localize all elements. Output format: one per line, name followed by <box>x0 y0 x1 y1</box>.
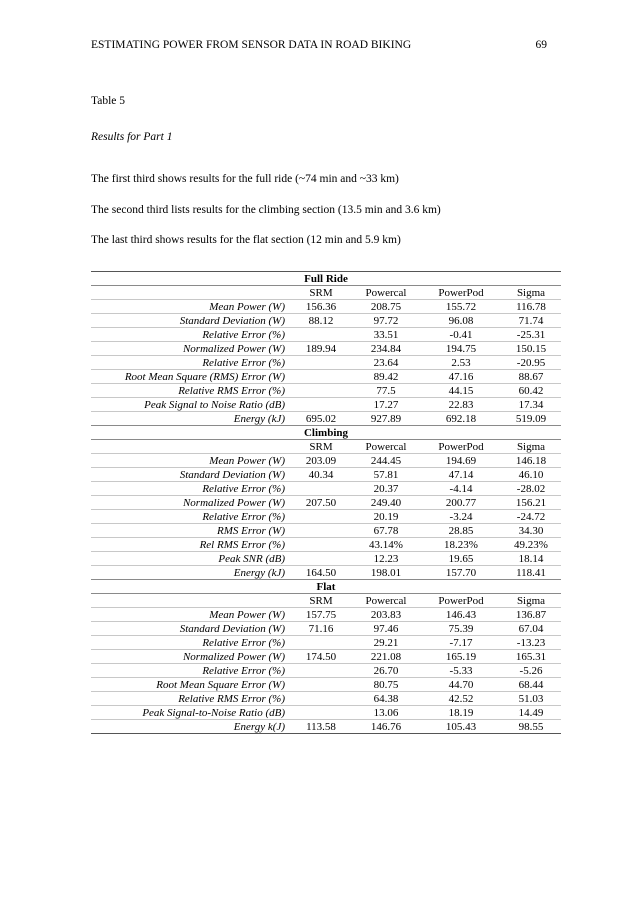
table-row <box>91 636 561 650</box>
table-cell: 244.45 <box>351 454 421 468</box>
header-spacer <box>91 286 291 300</box>
table-cell: 44.70 <box>421 678 501 692</box>
column-header-row <box>91 286 561 300</box>
table-cell: 146.76 <box>351 720 421 734</box>
table-cell: -28.02 <box>501 482 561 496</box>
table-row <box>91 664 561 678</box>
table-cell: 519.09 <box>501 412 561 426</box>
table-cell: 89.42 <box>351 370 421 384</box>
table-cell: 164.50 <box>291 566 351 580</box>
table-row <box>91 454 561 468</box>
table-cell: 96.08 <box>421 314 501 328</box>
table-cell: 97.46 <box>351 622 421 636</box>
metric-label: Mean Power (W) <box>91 608 291 622</box>
table-row <box>91 510 561 524</box>
table-cell <box>291 510 351 524</box>
table-cell <box>291 482 351 496</box>
metric-label: Mean Power (W) <box>91 300 291 314</box>
table-cell: 203.09 <box>291 454 351 468</box>
table-cell: 71.16 <box>291 622 351 636</box>
table-row <box>91 650 561 664</box>
table-cell: -0.41 <box>421 328 501 342</box>
column-header: Powercal <box>351 594 421 608</box>
table-cell: 57.81 <box>351 468 421 482</box>
metric-label: Relative Error (%) <box>91 482 291 496</box>
table-cell: 43.14% <box>351 538 421 552</box>
column-header: SRM <box>291 594 351 608</box>
table-cell: 88.67 <box>501 370 561 384</box>
table-cell: 67.04 <box>501 622 561 636</box>
table-cell: 18.19 <box>421 706 501 720</box>
section-title: Flat <box>91 580 561 594</box>
table-row <box>91 398 561 412</box>
table-cell: -25.31 <box>501 328 561 342</box>
table-row <box>91 468 561 482</box>
metric-label: Relative RMS Error (%) <box>91 692 291 706</box>
table-cell: 234.84 <box>351 342 421 356</box>
results-table <box>91 271 561 734</box>
section-title: Full Ride <box>91 272 561 286</box>
metric-label: Energy k(J) <box>91 720 291 734</box>
table-cell: 71.74 <box>501 314 561 328</box>
table-row <box>91 482 561 496</box>
table-cell: 2.53 <box>421 356 501 370</box>
running-head-title: ESTIMATING POWER FROM SENSOR DATA IN ROAD BIKING <box>91 39 412 51</box>
metric-label: Relative Error (%) <box>91 664 291 678</box>
table-cell: 29.21 <box>351 636 421 650</box>
table-cell: 695.02 <box>291 412 351 426</box>
column-header: Powercal <box>351 440 421 454</box>
metric-label: Peak SNR (dB) <box>91 552 291 566</box>
section-title: Climbing <box>91 426 561 440</box>
table-cell: 156.36 <box>291 300 351 314</box>
table-cell <box>291 636 351 650</box>
metric-label: Energy (kJ) <box>91 566 291 580</box>
section-title-row <box>91 580 561 594</box>
table-row <box>91 328 561 342</box>
table-cell: 33.51 <box>351 328 421 342</box>
table-cell: 64.38 <box>351 692 421 706</box>
table-cell <box>291 552 351 566</box>
table-cell: 28.85 <box>421 524 501 538</box>
table-cell: 40.34 <box>291 468 351 482</box>
table-label: Table 5 <box>91 95 126 107</box>
column-header: Sigma <box>501 286 561 300</box>
table-cell: 207.50 <box>291 496 351 510</box>
table-cell: 23.64 <box>351 356 421 370</box>
table-cell: 18.23% <box>421 538 501 552</box>
table-cell: 136.87 <box>501 608 561 622</box>
running-head <box>91 39 547 51</box>
table-cell <box>291 678 351 692</box>
table-cell: 194.75 <box>421 342 501 356</box>
table-cell: 98.55 <box>501 720 561 734</box>
table-cell: 22.83 <box>421 398 501 412</box>
table-row <box>91 552 561 566</box>
table-cell: 200.77 <box>421 496 501 510</box>
table-row <box>91 706 561 720</box>
table-cell: 150.15 <box>501 342 561 356</box>
table-cell: 692.18 <box>421 412 501 426</box>
table-cell: 12.23 <box>351 552 421 566</box>
column-header: Powercal <box>351 286 421 300</box>
table-row <box>91 300 561 314</box>
column-header-row <box>91 440 561 454</box>
metric-label: Normalized Power (W) <box>91 342 291 356</box>
metric-label: Rel RMS Error (%) <box>91 538 291 552</box>
column-header: Sigma <box>501 594 561 608</box>
table-cell: 68.44 <box>501 678 561 692</box>
table-cell: 14.49 <box>501 706 561 720</box>
table-cell: -3.24 <box>421 510 501 524</box>
table-cell <box>291 692 351 706</box>
table-cell: 146.43 <box>421 608 501 622</box>
table-cell: 189.94 <box>291 342 351 356</box>
table-cell: 60.42 <box>501 384 561 398</box>
table-row <box>91 538 561 552</box>
table-row <box>91 622 561 636</box>
table-caption: Results for Part 1 <box>91 131 173 143</box>
table-cell: 221.08 <box>351 650 421 664</box>
table-cell <box>291 328 351 342</box>
column-header: PowerPod <box>421 440 501 454</box>
table-cell: 156.21 <box>501 496 561 510</box>
table-cell <box>291 538 351 552</box>
metric-label: Standard Deviation (W) <box>91 622 291 636</box>
table-cell: 17.27 <box>351 398 421 412</box>
table-cell: 165.31 <box>501 650 561 664</box>
table-cell: 51.03 <box>501 692 561 706</box>
table-cell: 157.70 <box>421 566 501 580</box>
table-cell: 116.78 <box>501 300 561 314</box>
table-cell: -4.14 <box>421 482 501 496</box>
table-cell: 198.01 <box>351 566 421 580</box>
metric-label: Peak Signal to Noise Ratio (dB) <box>91 398 291 412</box>
metric-label: Peak Signal-to-Noise Ratio (dB) <box>91 706 291 720</box>
table-cell: -13.23 <box>501 636 561 650</box>
table-row <box>91 384 561 398</box>
table-cell <box>291 706 351 720</box>
table-row <box>91 608 561 622</box>
metric-label: Normalized Power (W) <box>91 650 291 664</box>
table-cell: 26.70 <box>351 664 421 678</box>
table-cell: 113.58 <box>291 720 351 734</box>
table-cell: 13.06 <box>351 706 421 720</box>
section-title-row <box>91 272 561 286</box>
table-cell: 97.72 <box>351 314 421 328</box>
metric-label: Relative Error (%) <box>91 328 291 342</box>
metric-label: Relative RMS Error (%) <box>91 384 291 398</box>
column-header: Sigma <box>501 440 561 454</box>
column-header: SRM <box>291 440 351 454</box>
header-spacer <box>91 440 291 454</box>
column-header: SRM <box>291 286 351 300</box>
table-cell: -20.95 <box>501 356 561 370</box>
metric-label: Relative Error (%) <box>91 636 291 650</box>
table-cell: 203.83 <box>351 608 421 622</box>
metric-label: Root Mean Square Error (W) <box>91 678 291 692</box>
table-cell: 80.75 <box>351 678 421 692</box>
table-cell <box>291 664 351 678</box>
metric-label: Relative Error (%) <box>91 356 291 370</box>
table-cell: 208.75 <box>351 300 421 314</box>
table-cell: 249.40 <box>351 496 421 510</box>
table-row <box>91 692 561 706</box>
table-cell: 155.72 <box>421 300 501 314</box>
table-row <box>91 314 561 328</box>
table-cell: 146.18 <box>501 454 561 468</box>
metric-label: Standard Deviation (W) <box>91 314 291 328</box>
column-header-row <box>91 594 561 608</box>
table-cell: 49.23% <box>501 538 561 552</box>
table-cell <box>291 356 351 370</box>
table-cell: 47.16 <box>421 370 501 384</box>
table-cell <box>291 370 351 384</box>
table-cell: 46.10 <box>501 468 561 482</box>
page-number: 69 <box>535 39 547 51</box>
table-cell: 174.50 <box>291 650 351 664</box>
table-cell <box>291 398 351 412</box>
metric-label: Root Mean Square (RMS) Error (W) <box>91 370 291 384</box>
table-row <box>91 720 561 734</box>
table-cell: 20.19 <box>351 510 421 524</box>
metric-label: Relative Error (%) <box>91 510 291 524</box>
metric-label: Standard Deviation (W) <box>91 468 291 482</box>
table-cell: 157.75 <box>291 608 351 622</box>
section-title-row <box>91 426 561 440</box>
table-cell: 165.19 <box>421 650 501 664</box>
table-cell: 88.12 <box>291 314 351 328</box>
table-cell: 927.89 <box>351 412 421 426</box>
table-cell: -24.72 <box>501 510 561 524</box>
table-cell: 20.37 <box>351 482 421 496</box>
table-note-flat: The last third shows results for the flat section (12 min and 5.9 km) <box>91 234 401 246</box>
table-row <box>91 342 561 356</box>
metric-label: Energy (kJ) <box>91 412 291 426</box>
table-cell: -7.17 <box>421 636 501 650</box>
metric-label: RMS Error (W) <box>91 524 291 538</box>
table-note-climbing: The second third lists results for the climbing section (13.5 min and 3.6 km) <box>91 204 441 216</box>
table-cell: 18.14 <box>501 552 561 566</box>
table-cell: 67.78 <box>351 524 421 538</box>
table-cell: 44.15 <box>421 384 501 398</box>
column-header: PowerPod <box>421 594 501 608</box>
column-header: PowerPod <box>421 286 501 300</box>
table-row <box>91 356 561 370</box>
table-cell: 77.5 <box>351 384 421 398</box>
table-cell: 34.30 <box>501 524 561 538</box>
table-cell: -5.33 <box>421 664 501 678</box>
table-row <box>91 566 561 580</box>
table-cell: 47.14 <box>421 468 501 482</box>
table-cell: -5.26 <box>501 664 561 678</box>
table-cell: 105.43 <box>421 720 501 734</box>
table-row <box>91 524 561 538</box>
table-cell: 17.34 <box>501 398 561 412</box>
table-row <box>91 370 561 384</box>
table-cell: 19.65 <box>421 552 501 566</box>
table-row <box>91 678 561 692</box>
header-spacer <box>91 594 291 608</box>
metric-label: Mean Power (W) <box>91 454 291 468</box>
table-row <box>91 412 561 426</box>
table-cell: 42.52 <box>421 692 501 706</box>
table-cell <box>291 524 351 538</box>
table-cell: 75.39 <box>421 622 501 636</box>
table-note-full-ride: The first third shows results for the full ride (~74 min and ~33 km) <box>91 173 399 185</box>
table-cell: 118.41 <box>501 566 561 580</box>
table-cell: 194.69 <box>421 454 501 468</box>
table-cell <box>291 384 351 398</box>
metric-label: Normalized Power (W) <box>91 496 291 510</box>
table-row <box>91 496 561 510</box>
